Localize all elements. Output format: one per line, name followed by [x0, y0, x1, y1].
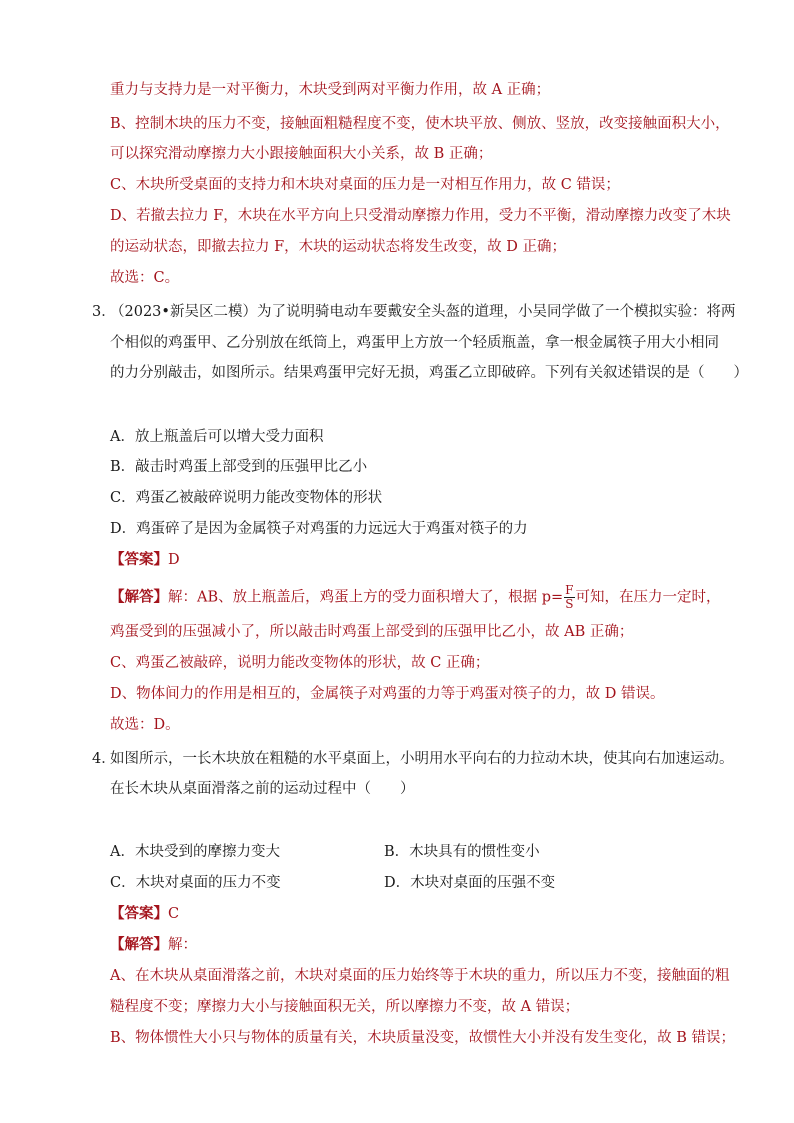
q4-analysis-line-2: 糙程度不变；摩擦力大小与接触面积无关，所以摩擦力不变，故 A 错误；: [110, 999, 580, 1015]
q4-analysis-line-1: A、在木块从桌面滑落之前，木块对桌面的压力始终等于木块的重力，所以压力不变，接触面的粗: [110, 968, 730, 984]
q3-stem-line-2: 个相似的鸡蛋甲、乙分别放在纸筒上，鸡蛋甲上方放一个轻质瓶盖，拿一根金属筷子用大小相同: [110, 335, 719, 351]
q3-number: 3．: [92, 304, 116, 320]
fraction-denominator: S: [565, 597, 574, 611]
q4-analysis-intro: 解：: [168, 937, 197, 953]
q4-stem-line-2: 在长木块从桌面滑落之前的运动过程中（ ）: [110, 781, 415, 797]
fraction-numerator: F: [565, 583, 574, 597]
q3-option-c: C．鸡蛋乙被敲碎说明力能改变物体的形状: [110, 490, 383, 506]
q4-number: 4．: [92, 751, 116, 767]
q3-analysis-line-3: C、鸡蛋乙被敲碎，说明力能改变物体的形状，故 C 正确；: [110, 655, 490, 671]
q4-answer-line: [110, 904, 179, 924]
q4-option-d: D．木块对桌面的压强不变: [384, 875, 556, 891]
q3-analysis-line-2: 鸡蛋受到的压强减小了，所以敲击时鸡蛋上部受到的压强甲比乙小，故 AB 正确；: [110, 624, 634, 640]
pressure-fraction: [564, 584, 574, 611]
q3-option-a: A．放上瓶盖后可以增大受力面积: [110, 429, 324, 445]
q4-analysis-line-3: B、物体惯性大小只与物体的质量有关，木块质量没变，故惯性大小并没有发生变化，故 B 错误；: [110, 1030, 736, 1046]
q2-analysis-line-1: 重力与支持力是一对平衡力，木块受到两对平衡力作用，故 A 正确；: [110, 82, 551, 98]
q3-answer-value: D: [168, 552, 180, 568]
q2-analysis-line-4: C、木块所受桌面的支持力和木块对桌面的压力是一对相互作用力，故 C 错误；: [110, 177, 620, 193]
q4-option-c: C．木块对桌面的压力不变: [110, 875, 281, 891]
q3-choice-line: 故选：D。: [110, 717, 180, 733]
q2-choice-line: 故选：C。: [110, 270, 180, 286]
q4-answer-value: C: [168, 906, 180, 922]
q3-analysis-tag: 【解答】: [110, 588, 168, 606]
q4-option-b: B．木块具有的惯性变小: [384, 844, 540, 860]
q2-analysis-line-3: 可以探究滑动摩擦力大小跟接触面积大小关系，故 B 正确；: [110, 146, 493, 162]
q4-analysis-tag: 【解答】: [110, 936, 168, 953]
q2-analysis-line-5: D、若撤去拉力 F，木块在水平方向上只受滑动摩擦力作用，受力不平衡，滑动摩擦力改变了木块: [110, 208, 731, 224]
q3-analysis-line-1: [110, 584, 721, 611]
q3-analysis-text-pre: 解：AB、放上瓶盖后，鸡蛋上方的受力面积增大了，根据 p=: [168, 589, 564, 606]
q3-analysis-line-4: D、物体间力的作用是相互的，金属筷子对鸡蛋的力等于鸡蛋对筷子的力，故 D 错误。: [110, 686, 665, 702]
q2-analysis-line-6: 的运动状态，即撤去拉力 F，木块的运动状态将发生改变，故 D 正确；: [110, 239, 567, 255]
q3-option-d: D．鸡蛋碎了是因为金属筷子对鸡蛋的力远远大于鸡蛋对筷子的力: [110, 521, 528, 537]
q4-stem-line-1: 如图所示，一长木块放在粗糙的水平桌面上，小明用水平向右的力拉动木块，使其向右加速运动。: [110, 751, 734, 767]
q4-analysis-line-0: [110, 935, 197, 955]
q3-option-b: B．敲击时鸡蛋上部受到的压强甲比乙小: [110, 459, 368, 475]
q3-answer-tag: 【答案】: [110, 551, 168, 568]
q3-stem-line-1: （2023•新吴区二模）为了说明骑电动车要戴安全头盔的道理，小吴同学做了一个模拟实验：将两: [110, 304, 736, 320]
q2-analysis-line-2: B、控制木块的压力不变，接触面粗糙程度不变，使木块平放、侧放、竖放，改变接触面积大小，: [110, 116, 730, 132]
q4-option-a: A．木块受到的摩擦力变大: [110, 844, 280, 860]
q3-stem-line-3: 的力分别敲击，如图所示。结果鸡蛋甲完好无损，鸡蛋乙立即破碎。下列有关叙述错误的是（ ）: [110, 365, 748, 381]
q3-analysis-text-post: 可知，在压力一定时，: [575, 589, 721, 606]
q3-answer-line: [110, 550, 180, 570]
q4-answer-tag: 【答案】: [110, 905, 168, 922]
